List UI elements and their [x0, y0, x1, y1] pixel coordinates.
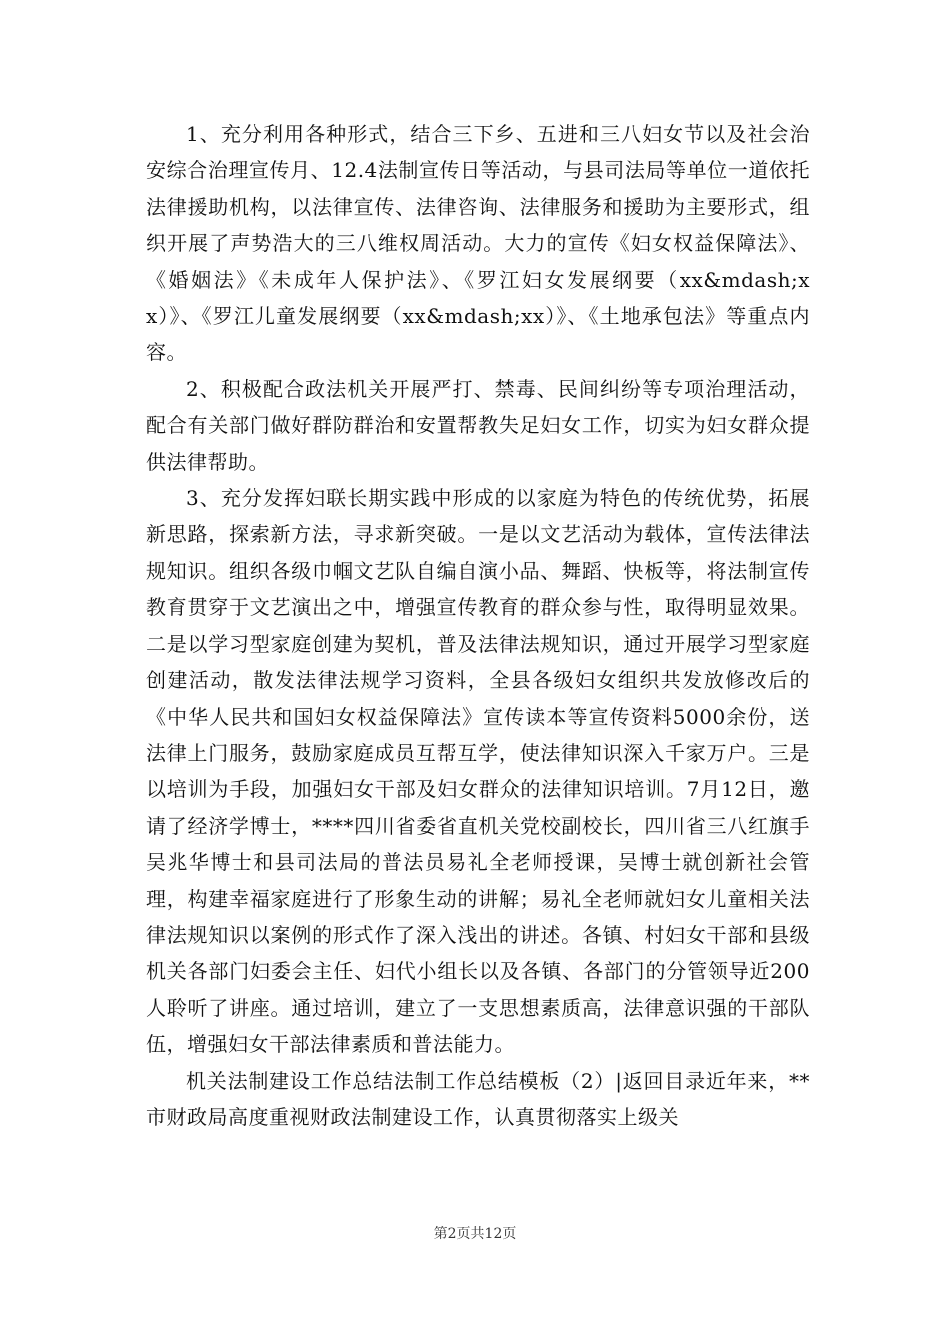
paragraph-1: 1、充分利用各种形式，结合三下乡、五进和三八妇女节以及社会治安综合治理宣传月、12.4法制宣传日等活动，与县司法局等单位一道依托法律援助机构，以法律宣传、法律咨询、法律服务和援助为主要形式，组织开展了声势浩大的三八维权周活动。大力的宣传《妇女权益保障法》、《婚姻法》《未成年人保护法》、《罗江妇女发展纲要（xx&mdash;xx）》、《罗江儿童发展纲要（xx&mdash;xx）》、《土地承包法》等重点内容。 — [146, 122, 810, 365]
paragraph-4: 机关法制建设工作总结法制工作总结模板（2）|返回目录近年来，**市财政局高度重视财政法制建设工作，认真贯彻落实上级关 — [146, 1068, 810, 1129]
paragraph-3: 3、充分发挥妇联长期实践中形成的以家庭为特色的传统优势，拓展新思路，探索新方法，寻求新突破。一是以文艺活动为载体，宣传法律法规知识。组织各级巾帼文艺队自编自演小品、舞蹈、快板等，将法制宣传教育贯穿于文艺演出之中，增强宣传教育的群众参与性，取得明显效果。二是以学习型家庭创建为契机，普及法律法规知识，通过开展学习型家庭创建活动，散发法律法规学习资料，全县各级妇女组织共发放修改后的《中华人民共和国妇女权益保障法》宣传读本等宣传资料5000余份，送法律上门服务，鼓励家庭成员互帮互学，使法律知识深入千家万户。三是以培训为手段，加强妇女干部及妇女群众的法律知识培训。7月12日，邀请了经济学博士，****四川省委省直机关党校副校长，四川省三八红旗手吴兆华博士和县司法局的普法员易礼全老师授课，吴博士就创新社会管理，构建幸福家庭进行了形象生动的讲解；易礼全老师就妇女儿童相关法律法规知识以案例的形式作了深入浅出的讲述。各镇、村妇女干部和县级机关各部门妇委会主任、妇代小组长以及各镇、各部门的分管领导近200人聆听了讲座。通过培训，建立了一支思想素质高，法律意识强的干部队伍，增强妇女干部法律素质和普法能力。 — [146, 486, 810, 1057]
paragraph-2: 2、积极配合政法机关开展严打、禁毒、民间纠纷等专项治理活动，配合有关部门做好群防群治和安置帮教失足妇女工作，切实为妇女群众提供法律帮助。 — [146, 376, 810, 474]
document-body — [146, 116, 810, 1135]
page-number-footer: 第2页共12页 — [433, 1226, 517, 1242]
